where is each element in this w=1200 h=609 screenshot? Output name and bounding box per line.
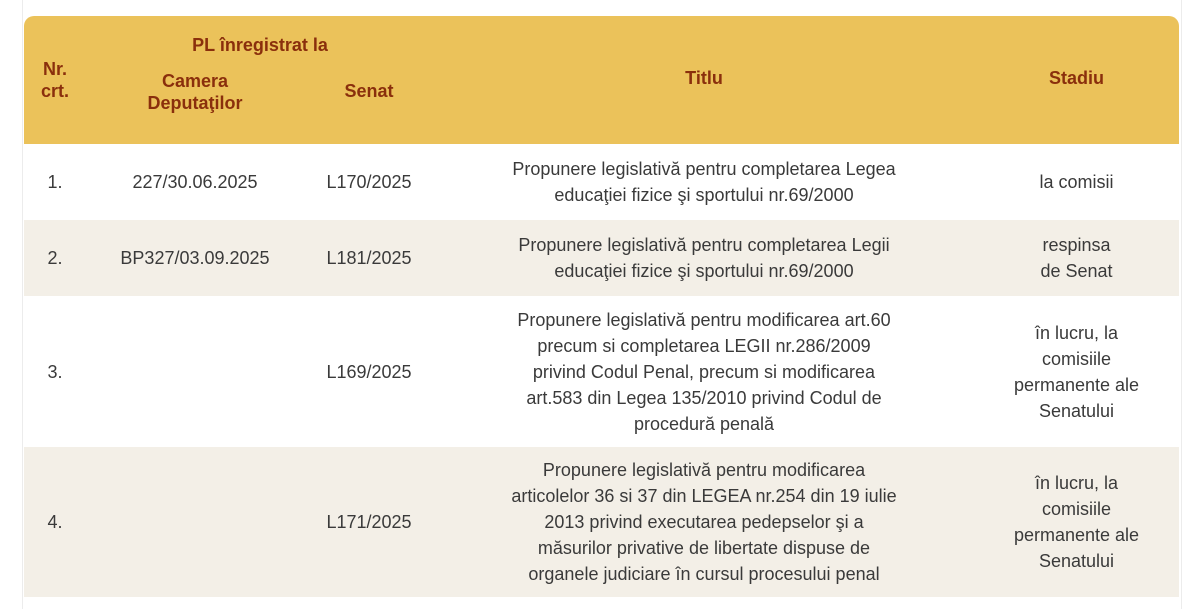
cell-nr: 4. [47,512,63,532]
cell-camera [86,296,304,447]
table-row [24,447,1179,597]
table-header [24,16,1179,144]
table-row [24,220,1179,296]
cell-nr: 3. [47,361,63,382]
table-row [24,144,1179,220]
cell-senat: L169/2025 [326,361,412,382]
header-titlu: Titlu [685,68,723,88]
header-nr-crt: Nr. crt. [40,59,69,101]
cell-senat: L181/2025 [326,248,412,268]
legislation-table-container [24,16,1179,597]
cell-nr: 2. [47,248,63,268]
cell-stadiu: în lucru, la comisiile permanente ale Senatului [1013,473,1140,571]
table-body [24,144,1179,597]
table-row [24,296,1179,447]
cell-titlu: Propunere legislativă pentru modificarea articolelor 36 si 37 din LEGEA nr.254 din 19 iulie 2013 privind executarea pedepselor şi a măsurilor privative de libertate dispuse de organele judiciare în cursul procesului penal [511,460,897,584]
cell-stadiu: respinsa de Senat [1040,235,1113,281]
cell-nr: 1. [47,172,63,192]
cell-titlu: Propunere legislativă pentru completarea Legii educaţiei fizice şi sportului nr.69/2000 [518,235,890,281]
cell-senat: L170/2025 [326,172,412,192]
cell-camera [86,447,304,597]
cell-camera: 227/30.06.2025 [132,172,258,192]
cell-senat: L171/2025 [326,512,412,532]
cell-stadiu: în lucru, la comisiile permanente ale Senatului [1013,322,1140,421]
header-senat: Senat [344,81,394,101]
header-camera-deputatilor: Camera Deputaţilor [147,71,243,113]
legislation-table [24,16,1179,597]
cell-stadiu: la comisii [1039,172,1114,192]
header-pl-registered: PL înregistrat la [192,35,328,55]
header-stadiu: Stadiu [1048,68,1104,88]
cell-titlu: Propunere legislativă pentru modificarea art.60 precum si completarea LEGII nr.286/2009 privind Codul Penal, precum si modificarea art.583 din Legea 135/2010 privind Codul de procedură penală [517,309,891,434]
cell-camera: BP327/03.09.2025 [120,248,270,268]
cell-titlu: Propunere legislativă pentru completarea Legea educaţiei fizice şi sportului nr.69/2000 [512,159,896,205]
